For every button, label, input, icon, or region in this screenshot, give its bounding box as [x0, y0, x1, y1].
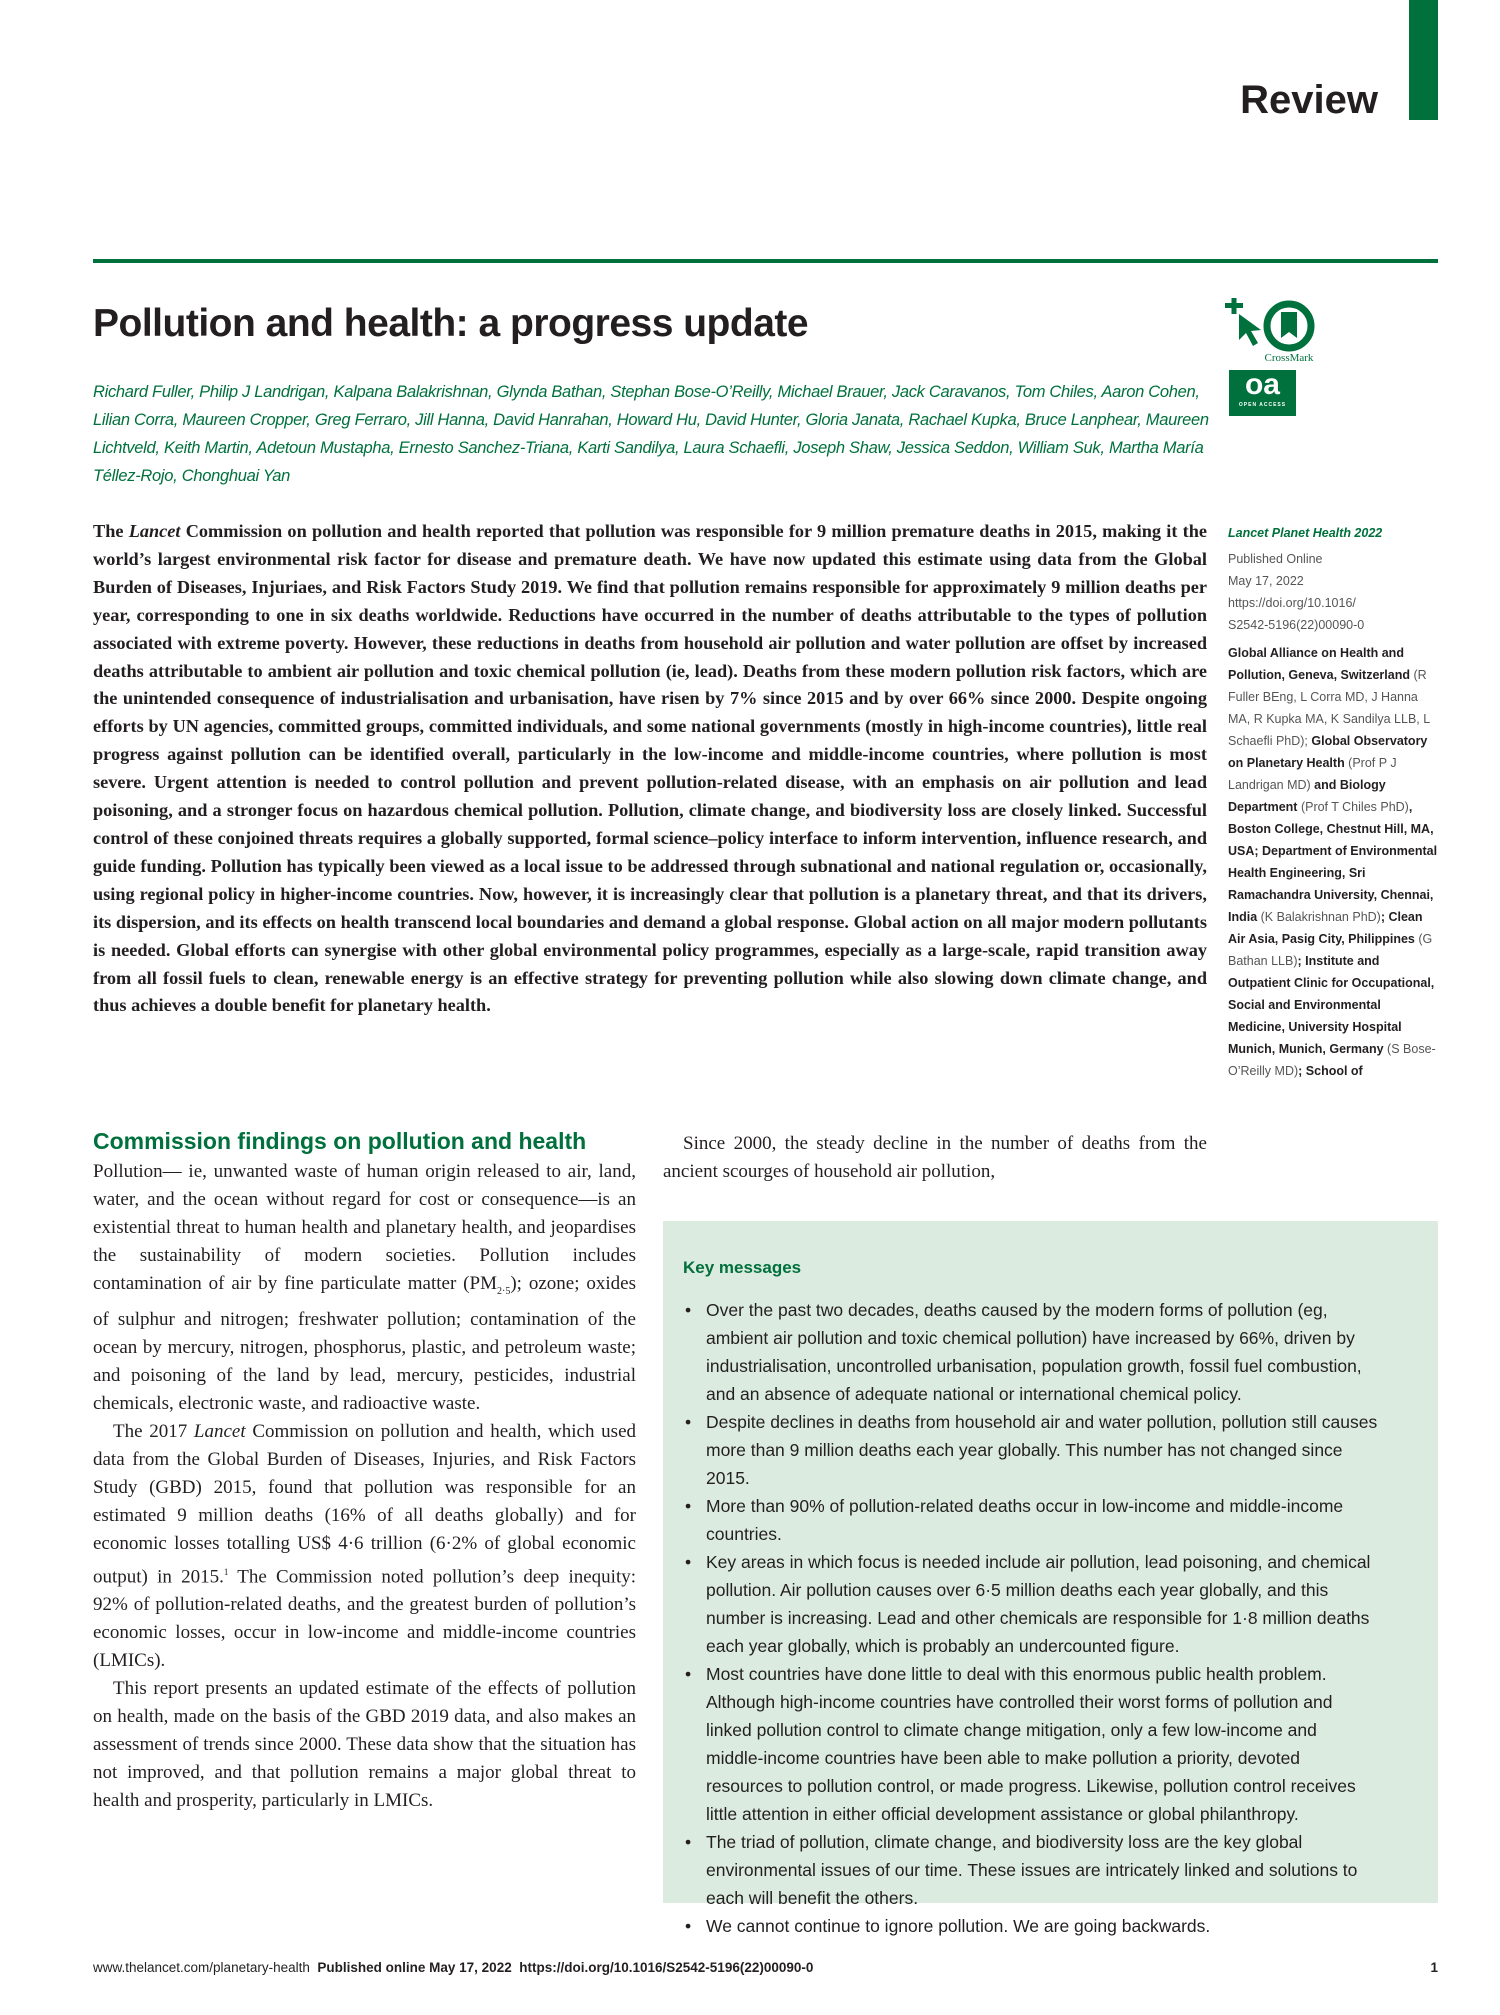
paragraph: Since 2000, the steady decline in the number of deaths from the ancient scourges of household air pollution, — [663, 1133, 1207, 1182]
list-item: • We cannot continue to ignore pollution. We are going backwards. — [683, 1912, 1418, 1940]
abstract: The Lancet Commission on pollution and health reported that pollution was responsible for 9 million premature deaths in 2015, making it the world’s largest environmental risk factor for disease and premature death. We have now updated this estimate using data from the Global Burden of Diseases, Injuriaes, and Risk Factors Study 2019. We find that pollution remains responsible for approximately 9 million deaths per year, corresponding to one in six deaths worldwide. Reductions have occurred in the number of deaths attributable to the types of pollution associated with extreme poverty. However, these reductions in deaths from household air pollution and water pollution are offset by increased deaths attributable to ambient air pollution and toxic chemical pollution (ie, lead). Deaths from these modern pollution risk factors, which are the unintended consequence of industrialisation and urbanisation, have risen by 7% since 2015 and by over 66% since 2000. Despite ongoing efforts by UN agencies, committed groups, committed individuals, and some national governments (mostly in high-income countries), little real progress against pollution can be identified overall, particularly in the low-income and middle-income countries, where pollution is most severe. Urgent attention is needed to control pollution and prevent pollution-related disease, with an emphasis on air pollution and lead poisoning, and a stronger focus on hazardous chemical pollution. Pollution, climate change, and biodiversity loss are closely linked. Successful control of these conjoined threats requires a globally supported, formal science–policy interface to inform intervention, influence research, and guide funding. Pollution has typically been viewed as a local issue to be addressed through subnational and national regulation or, occasionally, using regional policy in higher-income countries. Now, however, it is increasingly clear that pollution is a planetary threat, and that its drivers, its dispersion, and its effects on health transcend local boundaries and demand a global response. Global action on all major modern pollutants is needed. Global efforts can synergise with other global environmental policy programmes, especially as a large-scale, rapid transition away from all fossil fuels to clean, renewable energy is an effective strategy for preventing pollution while also slowing down climate change, and thus achieves a double benefit for planetary health. — [93, 521, 1208, 1016]
paragraph: The 2017 Lancet Commission on pollution and health, which used data from the Global Burden of Diseases, Injuries, and Risk Factors Study (GBD) 2015, found that pollution was responsible for an estimated 9 million deaths (16% of all deaths globally) and for economic losses totalling US$ 4·6 trillion (6·2% of global economic output) in 2015.$^1$ The Commission noted pollution’s deep inequity: 92% of pollution-related deaths, and the greatest burden of pollution’s economic losses, occur in low-income and middle-income countries (LMICs). — [93, 1420, 636, 1672]
list-item: • Most countries have done little to deal with this enormous public health problem. Although high-income countries have controlled their worst forms of pollution and linked pollution control to climate change mitigation, only a few low-income and middle-income countries have been able to make pollution a priority, devoted resources to pollution control, or made progress. Likewise, pollution control receives little attention in either official development assistance or global philanthropy. — [683, 1660, 1418, 1828]
body-column-left — [93, 1158, 636, 1815]
doi-link-cont[interactable]: S2542-5196(22)00090-0 — [1228, 618, 1365, 632]
reference-link[interactable]: 1 — [223, 1566, 229, 1577]
list-item: • The triad of pollution, climate change, and biodiversity loss are the key global environmental issues of our time. These issues are intricately linked and solutions to each will benefit the others. — [683, 1828, 1418, 1912]
article-title: Pollution and health: a progress update — [93, 302, 809, 345]
footer-doi[interactable]: https://doi.org/10.1016/S2542-5196(22)00090-0 — [519, 1960, 814, 1975]
key-messages-title: Key messages — [683, 1258, 802, 1277]
page-number: 1 — [1430, 1960, 1438, 1975]
key-messages-panel — [663, 1221, 1438, 1936]
article-sidebar — [1228, 522, 1438, 1082]
section-color-bar — [1409, 0, 1438, 120]
svg-text:CrossMark: CrossMark — [1264, 352, 1314, 364]
author-list: Richard Fuller, Philip J Landrigan, Kalpana Balakrishnan, Glynda Bathan, Stephan Bose-O’Reilly, Michael Brauer, Jack Caravanos, Tom Chiles, Aaron Cohen, Lilian Corra, Maureen Cropper, Greg Ferraro, Jill Hanna, David Hanrahan, Howard Hu, David Hunter, Gloria Janata, Rachael Kupka, Bruce Lanphear, Maureen Lichtveld, Keith Martin, Adetoun Mustapha, Ernesto Sanchez-Triana, Karti Sandilya, Laura Schaefli, Joseph Shaw, Jessica Seddon, William Suk, Martha María Téllez-Rojo, Chonghuai Yan — [93, 383, 1209, 485]
section-label: Review — [1240, 78, 1378, 122]
doi-link[interactable]: https://doi.org/10.1016/ — [1228, 596, 1356, 610]
list-item: • More than 90% of pollution-related deaths occur in low-income and middle-income countries. — [683, 1492, 1418, 1548]
page-footer: www.thelancet.com/planetary-health Published online May 17, 2022 https://doi.org/10.1016/S2542-5196(22)00090-0 1 — [93, 1960, 1438, 1975]
journal-citation: Lancet Planet Health 2022 — [1228, 526, 1383, 540]
key-messages-list — [683, 1296, 1418, 1940]
affiliations: Global Alliance on Health and Pollution, Geneva, Switzerland (R Fuller BEng, L Corra MD, J Hanna MA, R Kupka MA, K Sandilya LLB, L Schaefli PhD); Global Observatory on Planetary Health (Prof P J Landrigan MD) and Biology Department (Prof T Chiles PhD), Boston College, Chestnut Hill, MA, USA; Department of Environmental Health Engineering, Sri Ramachandra University, Chennai, India (K Balakrishnan PhD); Clean Air Asia, Pasig City, Philippines (G Bathan LLB); Institute and Outpatient Clinic for Occupational, Social and Environmental Medicine, University Hospital Munich, Munich, Germany (S Bose-O’Reilly MD); School of — [1228, 646, 1438, 1078]
list-item: • Despite declines in deaths from household air and water pollution, pollution still causes more than 9 million deaths each year globally. This number has not changed since 2015. — [683, 1408, 1418, 1492]
header-rule — [93, 259, 1438, 263]
publication-info: Published Online May 17, 2022 https://doi.org/10.1016/ S2542-5196(22)00090-0 — [1228, 548, 1438, 636]
badges — [1225, 298, 1335, 412]
list-item: • Over the past two decades, deaths caused by the modern forms of pollution (eg, ambient air pollution and toxic chemical pollution) have increased by 66%, driven by industrialisation, uncontrolled urbanisation, population growth, fossil fuel combustion, and an absence of adequate national or international chemical policy. — [683, 1296, 1418, 1408]
open-access-badge: oa OPEN ACCESS — [1229, 370, 1296, 416]
list-item: • Key areas in which focus is needed include air pollution, lead poisoning, and chemical pollution. Air pollution causes over 6·5 million deaths each year globally, and this number is increasing. Lead and other chemicals are responsible for 1·8 million deaths each year globally, which is probably an undercounted figure. — [683, 1548, 1418, 1660]
section-heading: Commission findings on pollution and health — [93, 1128, 587, 1154]
body-column-right — [663, 1130, 1207, 1186]
journal-url[interactable]: www.thelancet.com/planetary-health — [93, 1960, 310, 1975]
paragraph: Pollution— ie, unwanted waste of human origin released to air, land, water, and the ocean without regard for cost or consequence—is an existential threat to human health and planetary health, and jeopardises the sustainability of modern societies. Pollution includes contamination of air by fine particulate matter $(PM_{2\cdot 5})$; ozone; oxides of sulphur and nitrogen; freshwater pollution; contamination of the ocean by mercury, nitrogen, phosphorus, plastic, and petroleum waste; and poisoning of the land by lead, mercury, pesticides, industrial chemicals, electronic waste, and radioactive waste. — [93, 1161, 637, 1414]
paragraph: This report presents an updated estimate of the effects of pollution on health, made on the basis of the GBD 2019 data, and also makes an assessment of trends since 2000. These data show that the situation has not improved, and that pollution remains a major global threat to health and prosperity, particularly in LMICs. — [93, 1678, 636, 1812]
